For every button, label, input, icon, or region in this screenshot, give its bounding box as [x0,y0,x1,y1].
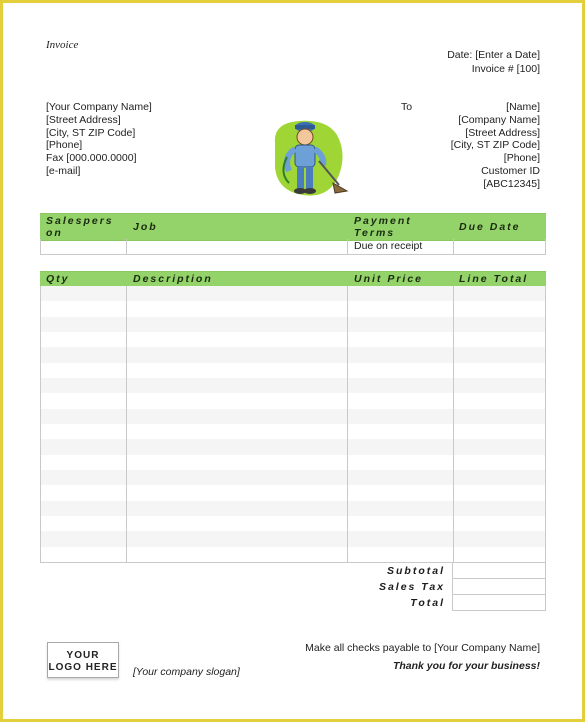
table-row[interactable] [41,455,545,470]
table-row[interactable] [41,393,545,408]
header-description: Description [133,273,213,285]
subtotal-label: Subtotal [387,565,445,577]
company-city[interactable]: [City, ST ZIP Code] [46,126,136,139]
items-table-header [40,271,546,287]
table-row[interactable] [41,501,545,516]
table-row[interactable] [41,317,545,332]
janitor-mopping-illustration [269,113,349,203]
table-row[interactable] [41,409,545,424]
recipient-address-block [451,101,540,191]
table-row[interactable] [41,347,545,362]
subtotal-field[interactable] [452,562,546,579]
invoice-title: Invoice [46,39,79,51]
header-salesperson: Salespers on [46,215,114,239]
sales-tax-field[interactable] [452,578,546,595]
header-qty: Qty [46,273,70,285]
table-row[interactable] [41,301,545,316]
company-fax[interactable]: Fax [000.000.0000] [46,152,137,165]
payable-note[interactable]: Make all checks payable to [Your Company Name] [305,642,540,654]
company-street[interactable]: [Street Address] [46,113,121,126]
recipient-name[interactable]: [Name] [506,101,540,113]
info-table-header [40,213,546,241]
table-row[interactable] [41,363,545,378]
customer-id-label: Customer ID [481,164,540,177]
table-row[interactable] [41,332,545,347]
items-table-body[interactable] [40,286,546,563]
company-slogan[interactable]: [Your company slogan] [133,666,240,678]
table-row[interactable] [41,286,545,301]
table-row[interactable] [41,424,545,439]
header-job: Job [133,221,158,233]
payment-terms-value[interactable]: Due on receipt [354,240,423,252]
invoice-number[interactable]: Invoice # [100] [471,63,540,75]
recipient-street[interactable]: [Street Address] [465,126,540,139]
table-row[interactable] [41,485,545,500]
to-label: To [401,101,413,113]
recipient-city[interactable]: [City, ST ZIP Code] [450,139,540,152]
thank-you-note: Thank you for your business! [392,660,540,672]
table-row[interactable] [41,547,545,562]
invoice-date[interactable]: Date: [Enter a Date] [447,49,540,61]
company-address-block [46,101,152,178]
recipient-company[interactable]: [Company Name] [458,113,540,126]
header-line-total: Line Total [459,273,529,285]
table-row[interactable] [41,378,545,393]
logo-placeholder[interactable] [47,642,119,678]
header-due-date: Due Date [459,221,521,233]
sales-tax-label: Sales Tax [378,581,445,593]
customer-id-value[interactable]: [ABC12345] [483,177,540,190]
company-name[interactable]: [Your Company Name] [46,101,152,113]
info-table-row [40,239,546,255]
table-row[interactable] [41,439,545,454]
company-phone[interactable]: [Phone] [46,139,83,152]
table-row[interactable] [41,470,545,485]
total-field[interactable] [452,594,546,611]
header-payment-terms: Payment Terms [354,215,412,239]
logo-text: YOUR LOGO HERE [48,650,118,673]
recipient-phone[interactable]: [Phone] [503,152,540,165]
table-row[interactable] [41,516,545,531]
janitor-icon [269,113,349,203]
total-label: Total [410,597,445,609]
table-row[interactable] [41,531,545,546]
company-email[interactable]: [e-mail] [46,164,81,177]
header-unit-price: Unit Price [354,273,424,285]
